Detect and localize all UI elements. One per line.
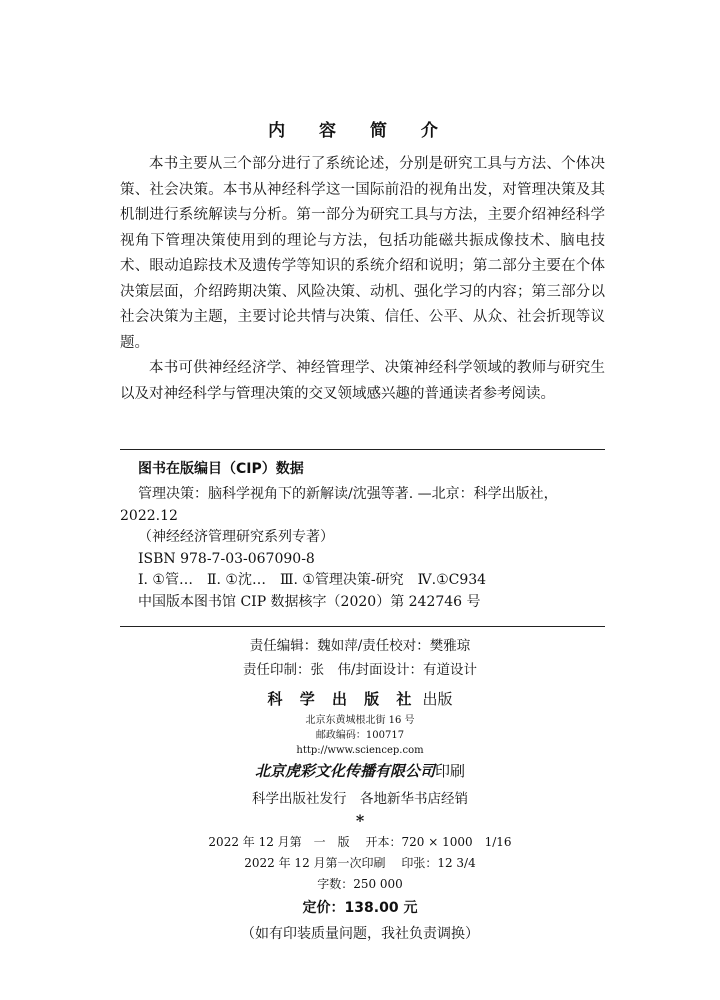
cip-block	[120, 458, 605, 613]
price: 定价：138.00 元	[302, 900, 418, 916]
book-introduction	[120, 152, 605, 407]
word-count: 字数：250 000	[317, 877, 403, 891]
quality-note: （如有印装质量问题，我社负责调换）	[241, 926, 479, 942]
distribution-line: 科学出版社发行 各地新华书店经销	[252, 791, 468, 807]
cip-heading: 图书在版编目（CIP）数据	[138, 461, 304, 477]
cip-title-line: 管理决策：脑科学视角下的新解读/沈强等著. —北京：科学出版社，	[138, 486, 558, 502]
cip-record-number-line: 中国版本图书馆 CIP 数据核字（2020）第 242746 号	[138, 593, 481, 610]
cip-series-line: （神经经济管理研究系列专著）	[138, 529, 334, 545]
cip-top-rule	[120, 449, 605, 450]
publisher-suffix: 出版	[422, 690, 453, 708]
separator-star: *	[355, 811, 365, 830]
page-title: 内 容 简 介	[268, 121, 452, 141]
cip-isbn-line: ISBN 978-7-03-067090-8	[138, 550, 315, 567]
credits-line-2: 责任印制：张 伟/封面设计：有道设计	[242, 662, 478, 678]
editorial-credits	[0, 634, 720, 682]
credits-line-1: 责任编辑：魏如萍/责任校对：樊雅琼	[249, 638, 471, 654]
printer-line	[0, 760, 720, 781]
publisher-name: 科 学 出 版 社	[267, 690, 418, 708]
edition-line-2: 2022 年 12 月第一次印刷 印张：12 3/4	[244, 856, 476, 870]
publisher-address: 北京东黄城根北街 16 号	[305, 715, 415, 726]
intro-paragraph-1: 本书主要从三个部分进行了系统论述，分别是研究工具与方法、个体决策、社会决策。本书从神经科学这一国际前沿的视角出发，对管理决策及其机制进行系统解读与分析。第一部分为研究工具与方法，主要介绍神经科学视角下管理决策使用到的理论与方法，包括功能磁共振成像技术、脑电技术、眼动追踪技术及遗传学等知识的系统介绍和说明；第二部分主要在个体决策层面，介绍跨期决策、风险决策、动机、强化学习的内容；第三部分以社会决策为主题，主要讨论共情与决策、信任、公平、从众、社会折现等议题。	[120, 156, 605, 351]
publication-info	[0, 688, 720, 943]
publisher-url: http://www.sciencep.com	[296, 745, 424, 756]
publisher-postcode: 邮政编码：100717	[315, 730, 405, 741]
publisher-line	[0, 688, 720, 709]
edition-line-1: 2022 年 12 月第 一 版 开本：720 × 1000 1/16	[208, 835, 512, 849]
printer-suffix: 印刷	[435, 762, 466, 780]
intro-paragraph-2: 本书可供神经经济学、神经管理学、决策神经科学领域的教师与研究生以及对神经科学与管理决策的交叉领域感兴趣的普通读者参考阅读。	[120, 360, 605, 402]
printer-name: 北京虎彩文化传播有限公司	[254, 762, 435, 780]
cip-bottom-rule	[120, 626, 605, 627]
cip-classification-line: Ⅰ. ①管… Ⅱ. ①沈… Ⅲ. ①管理决策-研究 Ⅳ.①C934	[138, 572, 487, 588]
cip-title-line-cont: 2022.12	[120, 507, 178, 524]
